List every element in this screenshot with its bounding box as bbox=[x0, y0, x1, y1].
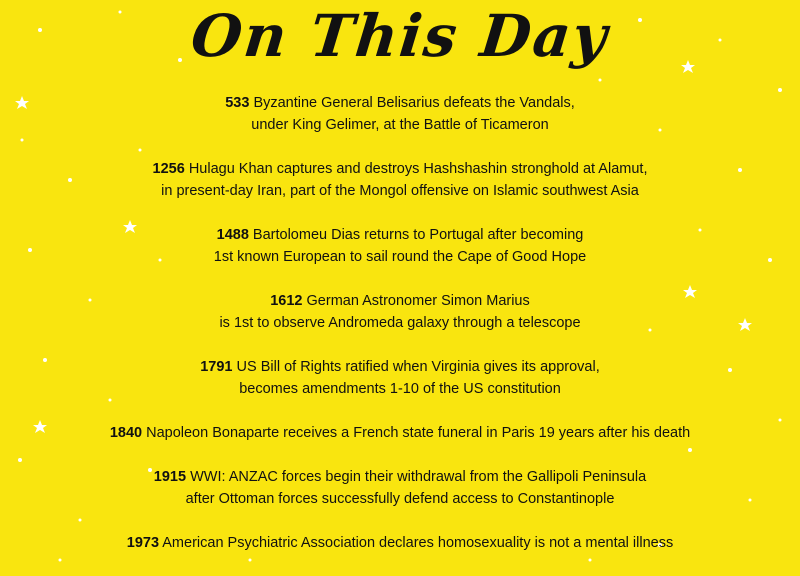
events-list bbox=[0, 92, 800, 576]
list-item bbox=[0, 158, 800, 202]
event-year: 533 bbox=[225, 95, 250, 111]
event-year: 1488 bbox=[216, 227, 249, 243]
event-year: 1840 bbox=[109, 425, 143, 441]
event-text: after Ottoman forces successfully defend access to Constantinople bbox=[185, 491, 615, 507]
event-text: WWI: ANZAC forces begin their withdrawal from the Gallipoli Peninsula bbox=[190, 469, 647, 485]
list-item bbox=[0, 290, 800, 334]
event-year: 1612 bbox=[270, 293, 303, 309]
list-item bbox=[0, 224, 800, 268]
list-item bbox=[0, 356, 800, 400]
event-text: in present-day Iran, part of the Mongol offensive on Islamic southwest Asia bbox=[161, 183, 639, 199]
event-text: German Astronomer Simon Marius bbox=[306, 293, 530, 309]
event-text: under King Gelimer, at the Battle of Ticameron bbox=[251, 117, 549, 133]
event-text: American Psychiatric Association declares homosexuality is not a mental illness bbox=[162, 535, 674, 551]
event-text: is 1st to observe Andromeda galaxy through a telescope bbox=[219, 315, 581, 331]
event-text: becomes amendments 1-10 of the US constitution bbox=[239, 381, 561, 397]
event-year: 1791 bbox=[200, 359, 233, 375]
event-year: 1915 bbox=[153, 469, 187, 485]
event-text: Byzantine General Belisarius defeats the Vandals, bbox=[253, 95, 575, 111]
list-item bbox=[0, 92, 800, 136]
list-item bbox=[0, 422, 800, 444]
event-text: Bartolomeu Dias returns to Portugal after becoming bbox=[252, 227, 584, 243]
list-item bbox=[0, 532, 800, 554]
event-year: 1256 bbox=[152, 161, 185, 177]
event-text: Napoleon Bonaparte receives a French state funeral in Paris 19 years after his death bbox=[146, 425, 691, 441]
event-text: Hulagu Khan captures and destroys Hashshashin stronghold at Alamut, bbox=[188, 161, 648, 177]
event-text: 1st known European to sail round the Cape of Good Hope bbox=[213, 249, 587, 265]
event-year: 1973 bbox=[126, 535, 160, 551]
event-text: US Bill of Rights ratified when Virginia gives its approval, bbox=[236, 359, 600, 375]
page-title: On This Day bbox=[188, 2, 612, 70]
list-item bbox=[0, 466, 800, 510]
